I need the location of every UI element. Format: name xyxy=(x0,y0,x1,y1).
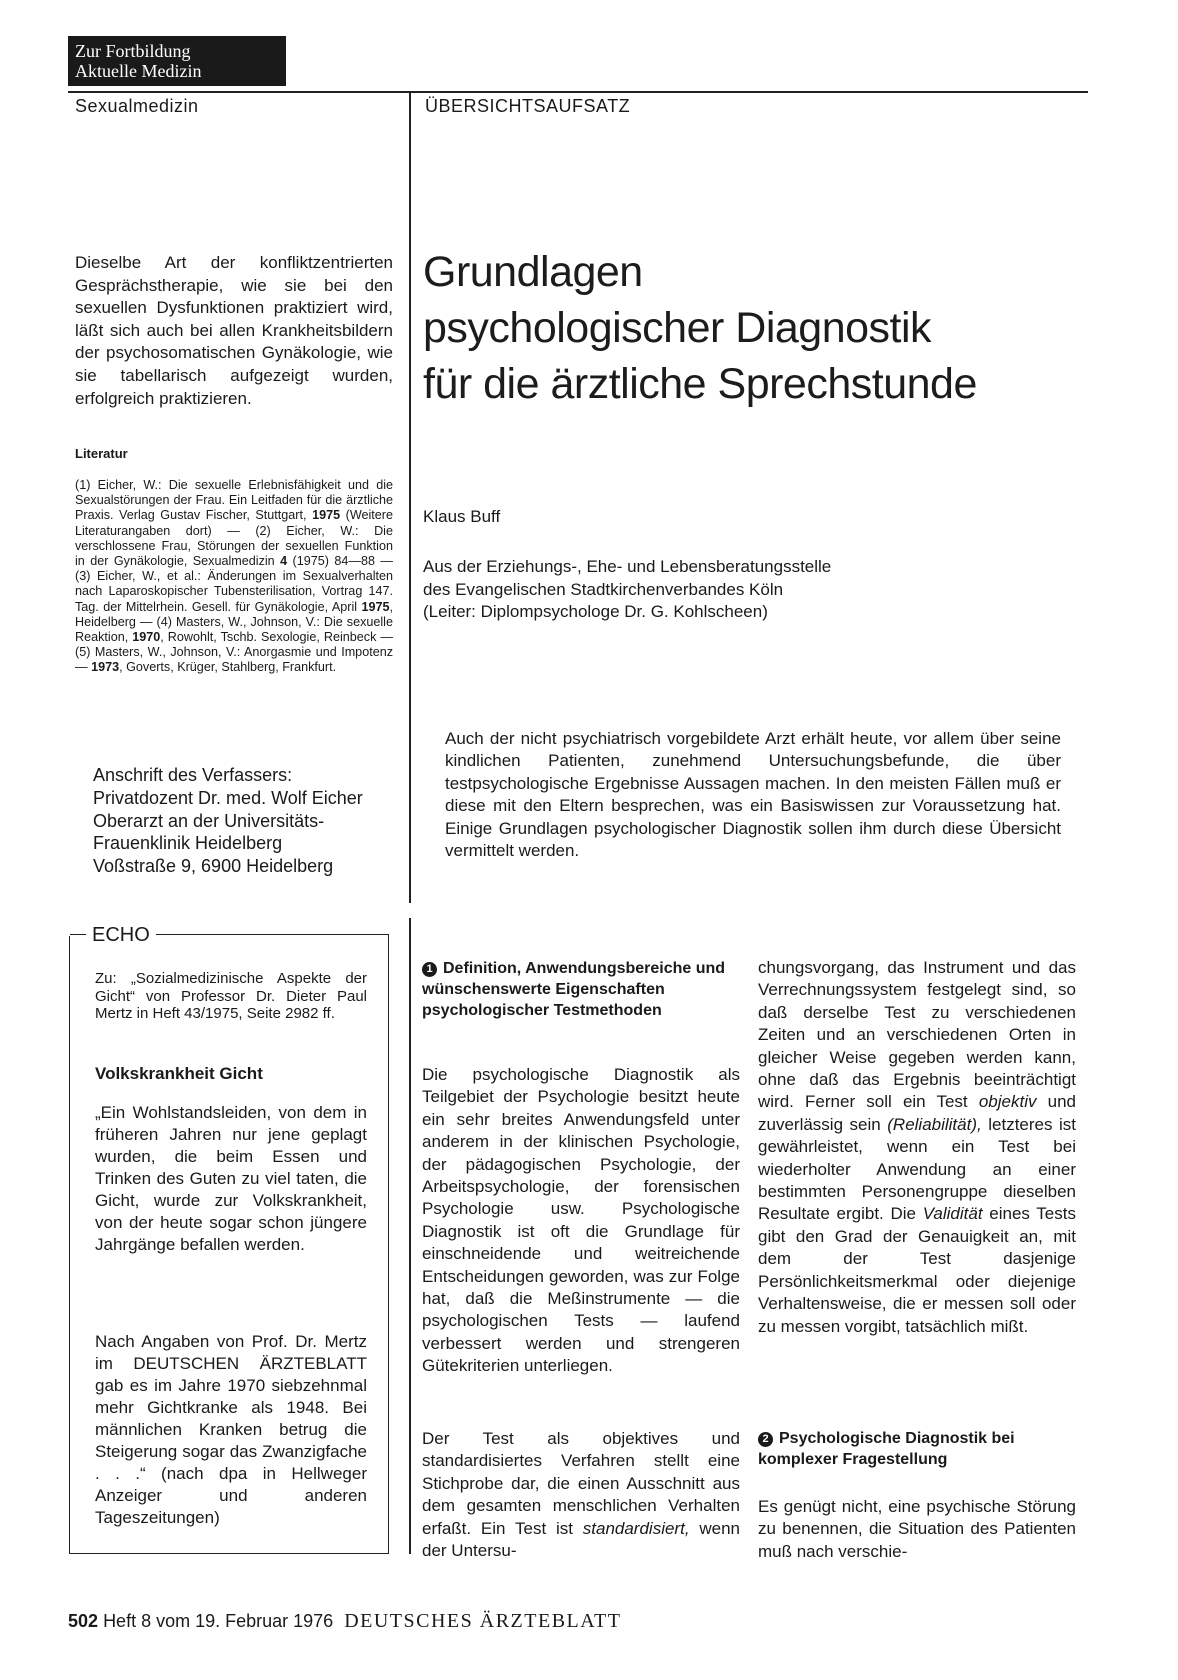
address-line: Voßstraße 9, 6900 Heidelberg xyxy=(93,856,334,877)
column-divider-top xyxy=(409,91,411,903)
author-address xyxy=(93,764,393,878)
section-2-heading-text: Psychologische Diagnostik bei komplexer Fragestellung xyxy=(758,1430,1015,1468)
literature-segment: (Weitere Literaturangaben dort) — (2) Eicher, W.: Die verschlossene Frau, Störungen der sexuellen Funktion in der Gynäkologie, Sexualmedizin xyxy=(75,508,394,569)
literature-segment: , Heidelberg — (4) Masters, W., Johnson, V.: Die sexuelle Reaktion, xyxy=(75,599,393,645)
literature-segment: 1975 xyxy=(312,508,341,523)
literature-heading: Literatur xyxy=(75,446,128,461)
literature-segment: 1973 xyxy=(91,660,120,675)
author-affiliation xyxy=(423,556,831,624)
circled-number-2-icon: 2 xyxy=(758,1432,773,1447)
title-line: für die ärztliche Sprechstunde xyxy=(423,360,977,408)
column-1-paragraph-1: Die psychologische Diagnostik als Teilgebiet der Psychologie besitzt heute ein sehr breites Anwendungsfeld unter anderem in der klinischen Psychologie, der pädagogischen Psychologie, der Arbeitspsychologie, der forensischen Psychologie usw. Psychologische Diagnostik ist oft die Grundlage für einschneidende und weitreichende Entscheidungen geworden, was zur Folge hat, daß die Meßinstrumente — die psychologischen Tests — laufend verbessert werden und strengeren Gütekriterien unterliegen. xyxy=(422,1065,740,1376)
title-line: Grundlagen xyxy=(423,248,643,296)
literature-segment: , Goverts, Krüger, Stahlberg, Frankfurt. xyxy=(119,660,337,675)
column-2-paragraph-1: chungsvorgang, das Instrument und das Verrechnungssystem festgelegt sind, so daß derselbe Test zu verschiedenen Zeiten und an verschiedenen Orten in gleicher Weise gegeben werden kann, ohne daß das Ergebnis beeinträchtigt wird. Ferner soll ein Test objektiv und zuverlässig sein (Reliabilität), letzteres ist gewährleistet, wenn ein Test bei wiederholter Anwendung an einer bestimmten Personengruppe dieselben Resultate ergibt. Die Validität eines Tests gibt den Grad der Genauigkeit an, mit dem der Test dasjenige Persönlichkeitsmerkmal oder diejenige Verhaltensweise, die er messen soll oder zu messen vorgibt, tatsächlich mißt. xyxy=(758,958,1076,1336)
category-label: ÜBERSICHTSAUFSATZ xyxy=(425,96,631,116)
column-1-paragraph-2: Der Test als objektives und standardisiertes Verfahren stellt eine Stichprobe dar, die einen Ausschnitt aus dem gesamten menschlichen Verhalten erfaßt. Ein Test ist standardisiert, wenn der Untersu- xyxy=(422,1429,740,1561)
article-author: Klaus Buff xyxy=(423,507,501,526)
affiliation-line: Aus der Erziehungs-, Ehe- und Lebensberatungsstelle xyxy=(423,557,832,576)
echo-label: ECHO xyxy=(86,924,156,946)
affiliation-line: (Leiter: Diplompsychologe Dr. G. Kohlscheen) xyxy=(423,602,768,621)
address-line: Frauenklinik Heidelberg xyxy=(93,833,283,854)
echo-body: Nach Angaben von Prof. Dr. Mertz im DEUTSCHEN ÄRZTEBLATT gab es im Jahre 1970 siebzehnmal mehr Gichtkranke als 1948. Bei männlichen Kranken betrug die Steigerung sogar das Zwanzigfache . . .“ (nach dpa in Hellweger Anzeiger und anderen Tageszeitungen) xyxy=(95,1332,367,1527)
address-line: Anschrift des Verfassers: xyxy=(93,765,293,785)
title-line: psychologischer Diagnostik xyxy=(423,304,932,352)
literature-list xyxy=(75,478,393,676)
circled-number-1-icon: 1 xyxy=(422,962,437,977)
section-2-heading xyxy=(758,1428,1076,1470)
issue-info: Heft 8 vom 19. Februar 1976 xyxy=(103,1611,334,1631)
journal-name: DEUTSCHES ÄRZTEBLATT xyxy=(344,1610,622,1632)
echo-reference: Zu: „Sozialmedizinische Aspekte der Gicht“ von Professor Dr. Dieter Paul Mertz in Heft 43/1975, Seite 2982 ff. xyxy=(95,970,367,1023)
echo-quote: „Ein Wohlstandsleiden, von dem in früheren Jahren nur jene geplagt wurden, die beim Essen und Trinken des Guten zu viel taten, die Gicht, wurde zur Volkskrankheit, von der heute sogar schon jüngere Jahrgänge befallen werden. xyxy=(95,1103,367,1254)
badge-line-2: Aktuelle Medizin xyxy=(75,61,202,81)
section-label: Sexualmedizin xyxy=(75,96,199,116)
section-1-heading xyxy=(422,958,740,1021)
header-rule xyxy=(68,91,1088,93)
article-abstract: Auch der nicht psychiatrisch vorgebildete Arzt erhält heute, vor allem über seine kindlichen Patienten, zunehmend Untersuchungsbefunde, die über testpsychologische Ergebnisse Aussagen machen. In den meisten Fällen muß er diese mit den Eltern besprechen, was ein Basiswissen zur Voraussetzung hat. Einige Grundlagen psychologischer Diagnostik sollen ihm durch diese Übersicht vermittelt werden. xyxy=(445,729,1061,861)
affiliation-line: des Evangelischen Stadtkirchenverbandes Köln xyxy=(423,579,784,599)
section-1-heading-text: Definition, Anwendungsbereiche und wünschenswerte Eigenschaften psychologischer Testmethoden xyxy=(422,960,726,1019)
literature-segment: (1975) 84—88 — (3) Eicher, W., et al.: Änderungen im Sexualverhalten nach Laparoskopischer Tubensterilisation, Vortrag 147. Tag. der Mittelrhein. Gesell. für Gynäkologie, April xyxy=(75,554,393,614)
literature-segment: 1975 xyxy=(361,599,390,614)
closing-paragraph: Dieselbe Art der konfliktzentrierten Gesprächstherapie, wie sie bei den sexuellen Dysfunktionen praktiziert wird, läßt sich auch bei allen Krankheitsbildern der psychosomatischen Gynäkologie, wie sie tabellarisch aufgezeigt wurden, erfolgreich praktizieren. xyxy=(75,253,393,408)
page-footer xyxy=(68,1610,621,1633)
badge-line-1: Zur Fortbildung xyxy=(75,41,191,61)
literature-segment: 4 xyxy=(280,554,288,569)
literature-segment: , Rowohlt, Tschb. Sexologie, Reinbeck — (5) Masters, W., Johnson, V.: Anorgasmie und Impotenz — xyxy=(75,630,393,675)
literature-segment: 1970 xyxy=(132,630,161,645)
address-line: Oberarzt an der Universitäts- xyxy=(93,810,325,831)
echo-heading: Volkskrankheit Gicht xyxy=(95,1064,263,1083)
article-title xyxy=(423,244,1083,412)
column-2-paragraph-2: Es genügt nicht, eine psychische Störung zu benennen, die Situation des Patienten muß nach verschie- xyxy=(758,1497,1076,1561)
page-number: 502 xyxy=(68,1611,99,1631)
column-divider-bottom xyxy=(409,918,411,1554)
address-line: Privatdozent Dr. med. Wolf Eicher xyxy=(93,787,363,808)
section-badge xyxy=(68,36,286,86)
literature-segment: (1) Eicher, W.: Die sexuelle Erlebnisfähigkeit und die Sexualstörungen der Frau. Ein Leitfaden für die ärztliche Praxis. Verlag Gustav Fischer, Stuttgart, xyxy=(75,478,393,523)
